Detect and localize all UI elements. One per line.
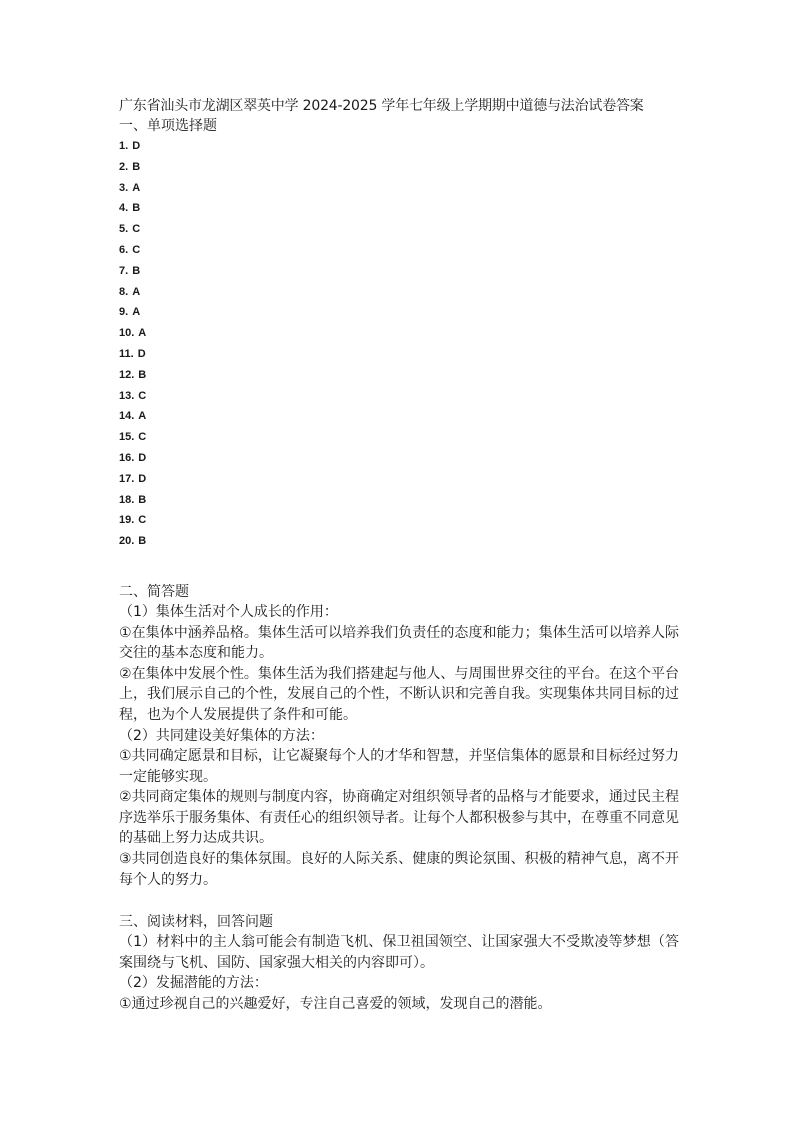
answer-letter: A <box>132 285 141 298</box>
answer-item <box>119 157 679 178</box>
spacer <box>119 890 679 912</box>
answer-letter: B <box>138 493 147 506</box>
question-number: 20. <box>119 535 135 548</box>
answer-paragraph: ①在集体中涵养品格。集体生活可以培养我们负责任的态度和能力；集体生活可以培养人际交往的基本态度和能力。 <box>119 624 679 662</box>
answer-letter: C <box>132 243 141 256</box>
section-heading-short-answer: 二、简答题 <box>119 583 189 600</box>
answer-item <box>119 469 679 490</box>
question-number: 7. <box>119 264 129 277</box>
answer-item <box>119 427 679 448</box>
answer-letter: A <box>138 327 147 340</box>
question-number: 5. <box>119 223 129 236</box>
answer-paragraph: ③共同创造良好的集体氛围。良好的人际关系、健康的舆论氛围、积极的精神气息，离不开每个人的努力。 <box>119 851 679 888</box>
question-number: 6. <box>119 243 129 256</box>
question-number: 1. <box>119 140 129 152</box>
document-content <box>119 96 679 1015</box>
answer-item <box>119 302 679 323</box>
answer-letter: B <box>132 160 141 173</box>
question-number: 19. <box>119 514 135 527</box>
question-heading: （2）发掘潜能的方法： <box>119 975 268 992</box>
answer-paragraph: ①通过珍视自己的兴趣爱好，专注自己喜爱的领域，发现自己的潜能。 <box>119 996 552 1013</box>
answer-item <box>119 198 679 219</box>
question-heading: （2）共同建设美好集体的方法： <box>119 727 324 744</box>
answer-letter: D <box>132 140 141 152</box>
question-number: 10. <box>119 327 135 340</box>
question-number: 15. <box>119 431 135 444</box>
answer-item <box>119 365 679 386</box>
answer-item <box>119 240 679 261</box>
answer-paragraph: （1）材料中的主人翁可能会有制造飞机、保卫祖国领空、让国家强大不受欺凌等梦想（答案围绕与飞机、国防、国家强大相关的内容即可）。 <box>119 934 679 971</box>
answer-letter: B <box>138 535 147 548</box>
answer-item <box>119 406 679 427</box>
answer-item <box>119 178 679 199</box>
answer-letter: D <box>138 472 147 485</box>
document-title: 广东省汕头市龙湖区翠英中学 2024-2025 学年七年级上学期期中道德与法治试卷答案 <box>119 98 644 114</box>
answer-item <box>119 136 679 157</box>
question-number: 8. <box>119 285 129 298</box>
question-number: 16. <box>119 451 135 464</box>
answer-letter: B <box>132 264 141 277</box>
answer-paragraph: ②在集体中发展个性。集体生活为我们搭建起与他人、与周围世界交往的平台。在这个平台上，我们展示自己的个性，发展自己的个性，不断认识和完善自我。实现集体共同目标的过程，也为个人发展提供了条件和可能。 <box>119 665 679 723</box>
answer-item <box>119 531 679 552</box>
question-number: 17. <box>119 472 135 485</box>
question-number: 13. <box>119 389 135 402</box>
section-heading-multiple-choice: 一、单项选择题 <box>119 118 217 134</box>
answer-letter: B <box>138 368 147 381</box>
answer-letter: A <box>138 410 147 423</box>
answer-list <box>119 136 679 552</box>
question-number: 4. <box>119 202 129 215</box>
answer-letter: D <box>138 451 147 464</box>
answer-letter: C <box>138 389 147 402</box>
answer-letter: C <box>138 431 147 444</box>
question-number: 3. <box>119 181 129 194</box>
question-number: 11. <box>119 347 134 360</box>
answer-letter: A <box>132 181 141 194</box>
answer-item <box>119 323 679 344</box>
spacer <box>119 552 679 582</box>
answer-letter: B <box>132 202 141 215</box>
answer-item <box>119 219 679 240</box>
question-number: 12. <box>119 368 135 381</box>
answer-item <box>119 448 679 469</box>
answer-item <box>119 490 679 511</box>
question-number: 2. <box>119 160 129 173</box>
answer-item <box>119 386 679 407</box>
answer-item <box>119 344 679 365</box>
question-number: 18. <box>119 493 135 506</box>
answer-letter: C <box>138 514 147 527</box>
answer-letter: A <box>132 306 141 319</box>
question-number: 9. <box>119 306 129 319</box>
question-number: 14. <box>119 410 135 423</box>
question-heading: （1）集体生活对个人成长的作用： <box>119 603 338 620</box>
answer-letter: D <box>137 347 146 360</box>
section-heading-reading: 三、阅读材料，回答问题 <box>119 914 273 931</box>
answer-item <box>119 282 679 303</box>
answer-item <box>119 261 679 282</box>
answer-item <box>119 510 679 531</box>
answer-paragraph: ②共同商定集体的规则与制度内容，协商确定对组织领导者的品格与才能要求，通过民主程序选举乐于服务集体、有责任心的组织领导者。让每个人都积极参与其中，在尊重不同意见的基础上努力达成共识。 <box>119 789 679 847</box>
answer-paragraph: ①共同确定愿景和目标，让它凝聚每个人的才华和智慧，并坚信集体的愿景和目标经过努力一定能够实现。 <box>119 748 679 785</box>
answer-letter: C <box>132 223 141 236</box>
